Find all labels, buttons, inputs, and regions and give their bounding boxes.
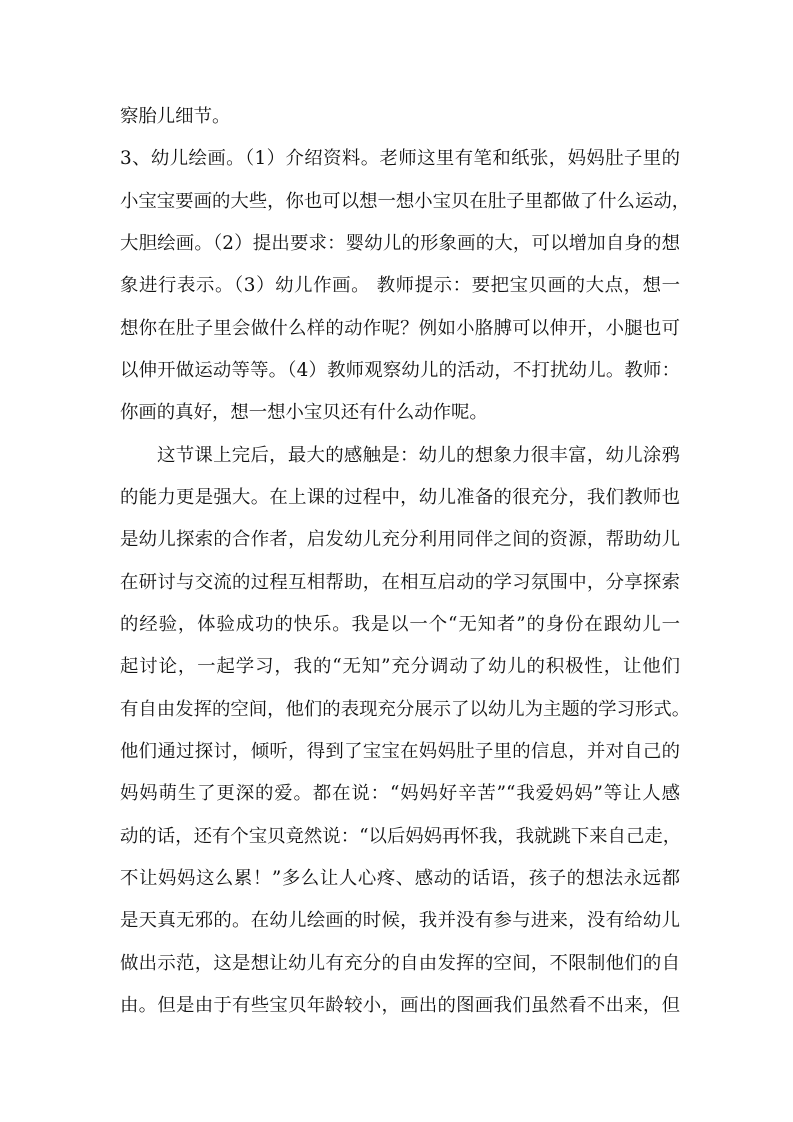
text-line: 由。但是由于有些宝贝年龄较小，画出的图画我们虽然看不出来，但 — [120, 995, 680, 1016]
text-line: 象进行表示。（3）幼儿作画。 教师提示：要把宝贝画的大点，想一 — [120, 275, 680, 296]
text-line: 3、幼儿绘画。（1）介绍资料。老师这里有笔和纸张，妈妈肚子里的 — [120, 148, 680, 169]
text-line: 的经验，体验成功的快乐。我是以一个“无知者”的身份在跟幼儿一 — [120, 614, 680, 635]
text-line: 他们通过探讨，倾听，得到了宝宝在妈妈肚子里的信息，并对自己的 — [120, 741, 680, 762]
text-line: 你画的真好，想一想小宝贝还有什么动作呢。 — [120, 402, 488, 423]
text-line: 想你在肚子里会做什么样的动作呢？例如小胳膊可以伸开，小腿也可 — [120, 318, 680, 339]
text-line: 起讨论，一起学习，我的“无知”充分调动了幼儿的积极性，让他们 — [120, 656, 680, 677]
text-line: 有自由发挥的空间，他们的表现充分展示了以幼儿为主题的学习形式。 — [120, 699, 691, 720]
text-line: 在研讨与交流的过程互相帮助，在相互启动的学习氛围中，分享探索 — [120, 572, 680, 593]
text-line: 动的话，还有个宝贝竟然说：“以后妈妈再怀我，我就跳下来自己走， — [120, 826, 682, 847]
paragraph-first-line: 这节课上完后，最大的感触是：幼儿的想象力很丰富，幼儿涂鸦 — [157, 445, 680, 466]
text-line: 做出示范，这是想让幼儿有充分的自由发挥的空间，不限制他们的自 — [120, 953, 680, 974]
text-line: 是天真无邪的。在幼儿绘画的时候，我并没有参与进来，没有给幼儿 — [120, 910, 680, 931]
text-line: 不让妈妈这么累！”多么让人心疼、感动的话语，孩子的想法永远都 — [120, 868, 680, 889]
text-line: 的能力更是强大。在上课的过程中，幼儿准备的很充分，我们教师也 — [120, 487, 680, 508]
text-line: 大胆绘画。（2）提出要求：婴幼儿的形象画的大，可以增加自身的想 — [120, 233, 680, 254]
text-line: 妈妈萌生了更深的爱。都在说：“妈妈好辛苦”“我爱妈妈”等让人感 — [120, 783, 680, 804]
text-line: 小宝宝要画的大些，你也可以想一想小宝贝在肚子里都做了什么运动， — [120, 191, 691, 212]
text-line: 以伸开做运动等等。（4）教师观察幼儿的活动，不打扰幼儿。教师： — [120, 360, 680, 381]
text-line: 是幼儿探索的合作者，启发幼儿充分利用同伴之间的资源，帮助幼儿 — [120, 529, 680, 550]
text-line: 察胎儿细节。 — [120, 106, 231, 127]
